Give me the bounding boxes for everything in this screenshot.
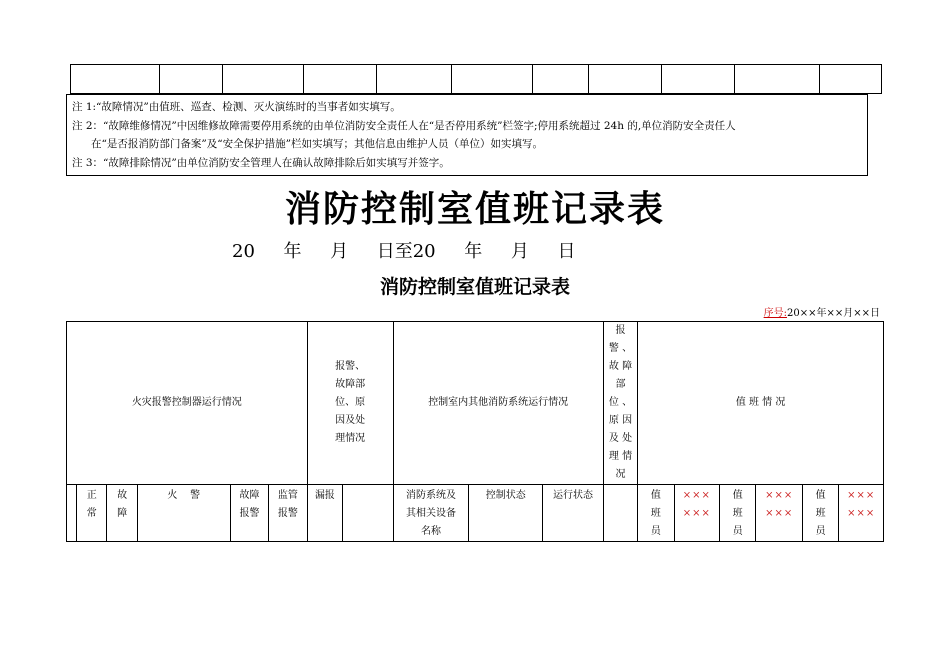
sub-duty-person-2 — [720, 485, 756, 542]
sub-fault — [107, 485, 137, 542]
table-cell — [735, 65, 820, 94]
header-text-line: 位、原 — [335, 397, 366, 408]
header-text-line: 位 、 — [608, 397, 633, 408]
header-text-line: 理 情 — [608, 451, 633, 462]
cell-text-line: 报警 — [277, 508, 298, 519]
duty-record-table — [66, 321, 884, 542]
table-cell — [223, 65, 304, 94]
header-text-line: 报 — [615, 325, 626, 336]
table-row — [67, 485, 884, 542]
table-cell — [820, 65, 882, 94]
table-cell — [343, 485, 394, 542]
cell-text-line: 值 — [650, 490, 661, 501]
sub-duty-person-1 — [638, 485, 674, 542]
top-partial-table — [70, 64, 882, 94]
table-cell — [603, 485, 637, 542]
cell-text-line: 正 — [86, 490, 97, 501]
date-range: 20 年 月 日至20 年 月 日 — [232, 241, 576, 262]
duty-name-3 — [839, 485, 884, 542]
sub-supervision-alarm — [269, 485, 307, 542]
table-cell — [67, 485, 77, 542]
table-cell — [662, 65, 735, 94]
duty-name-1 — [674, 485, 720, 542]
cell-text-line: 消防系统及 — [405, 490, 456, 501]
cell-text-line: 名称 — [420, 526, 441, 537]
cell-text-line: ××× — [765, 508, 794, 519]
cell-text-line: 障 — [117, 508, 128, 519]
duty-name-2 — [756, 485, 803, 542]
table-cell — [452, 65, 533, 94]
cell-text-line: 故 — [117, 490, 128, 501]
sub-control-state: 控制状态 — [469, 485, 543, 542]
serial-value: 20××年××月××日 — [787, 308, 880, 319]
header-text-line: 故障部 — [335, 379, 366, 390]
serial-number — [764, 304, 880, 319]
table-cell — [377, 65, 452, 94]
sub-missed-report: 漏报 — [307, 485, 342, 542]
note-3: 注 3：“故障排除情况”由单位消防安全管理人在确认故障排除后如实填写并签字。 — [72, 156, 450, 169]
note-1: 注 1:“故障情况”由值班、巡查、检测、灭火演练时的当事者如实填写。 — [72, 101, 401, 113]
main-title: 消防控制室值班记录表 — [284, 188, 665, 230]
sub-duty-person-3 — [802, 485, 838, 542]
table-cell — [160, 65, 223, 94]
notes-box — [66, 94, 868, 176]
serial-label: 序号: — [763, 308, 787, 319]
header-text-line: 报警、 — [335, 361, 366, 372]
cell-text-line: 员 — [815, 526, 826, 537]
header-text-line: 原 因 — [608, 415, 633, 426]
header-text-line: 及 处 — [608, 433, 633, 444]
header-alarm-fault-location-2 — [603, 322, 637, 485]
sub-title: 消防控制室值班记录表 — [379, 276, 570, 298]
sub-fire-alarm: 火 警 — [137, 485, 230, 542]
cell-text-line: ××× — [682, 508, 711, 519]
cell-text-line: ××× — [765, 490, 794, 501]
header-fire-controller: 火灾报警控制器运行情况 — [67, 322, 308, 485]
cell-text-line: ××× — [682, 490, 711, 501]
header-text-line: 警 、 — [608, 343, 633, 354]
header-text-line: 况 — [615, 469, 626, 480]
table-row — [67, 322, 884, 485]
cell-text-line: 员 — [732, 526, 743, 537]
header-text-line: 部 — [615, 379, 626, 390]
table-cell — [71, 65, 160, 94]
sub-normal — [77, 485, 107, 542]
cell-text-line: 其相关设备 — [405, 508, 456, 519]
cell-text-line: 班 — [650, 508, 661, 519]
header-text-line: 理情况 — [335, 433, 366, 444]
sub-system-name — [393, 485, 469, 542]
cell-text-line: 值 — [815, 490, 826, 501]
note-2: 注 2：“故障维修情况”中因维修故障需要停用系统的由单位消防安全责任人在“是否停用系统”栏签字;停用系统超过 24h 的,单位消防安全责任人 — [72, 119, 736, 132]
cell-text-line: 报警 — [239, 508, 260, 519]
cell-text-line: 故障 — [239, 490, 260, 501]
table-cell — [589, 65, 662, 94]
table-cell — [304, 65, 377, 94]
cell-text-line: ××× — [847, 490, 876, 501]
header-duty: 值 班 情 况 — [638, 322, 884, 485]
cell-text-line: 员 — [650, 526, 661, 537]
sub-operation-state: 运行状态 — [543, 485, 604, 542]
note-2-continued: 在“是否报消防部门备案”及“安全保护措施”栏如实填写；其他信息由维护人员（单位）如实填写。 — [91, 138, 543, 150]
header-text-line: 因及处 — [335, 415, 366, 426]
cell-text-line: ××× — [847, 508, 876, 519]
header-text-line: 故 障 — [608, 361, 633, 372]
header-other-systems: 控制室内其他消防系统运行情况 — [393, 322, 603, 485]
header-alarm-fault-location — [307, 322, 393, 485]
sub-fault-alarm — [230, 485, 268, 542]
cell-text-line: 班 — [815, 508, 826, 519]
cell-text-line: 班 — [732, 508, 743, 519]
cell-text-line: 监管 — [277, 490, 298, 501]
cell-text-line: 常 — [86, 508, 97, 519]
cell-text-line: 值 — [732, 490, 743, 501]
table-cell — [533, 65, 589, 94]
table-row — [71, 65, 882, 94]
